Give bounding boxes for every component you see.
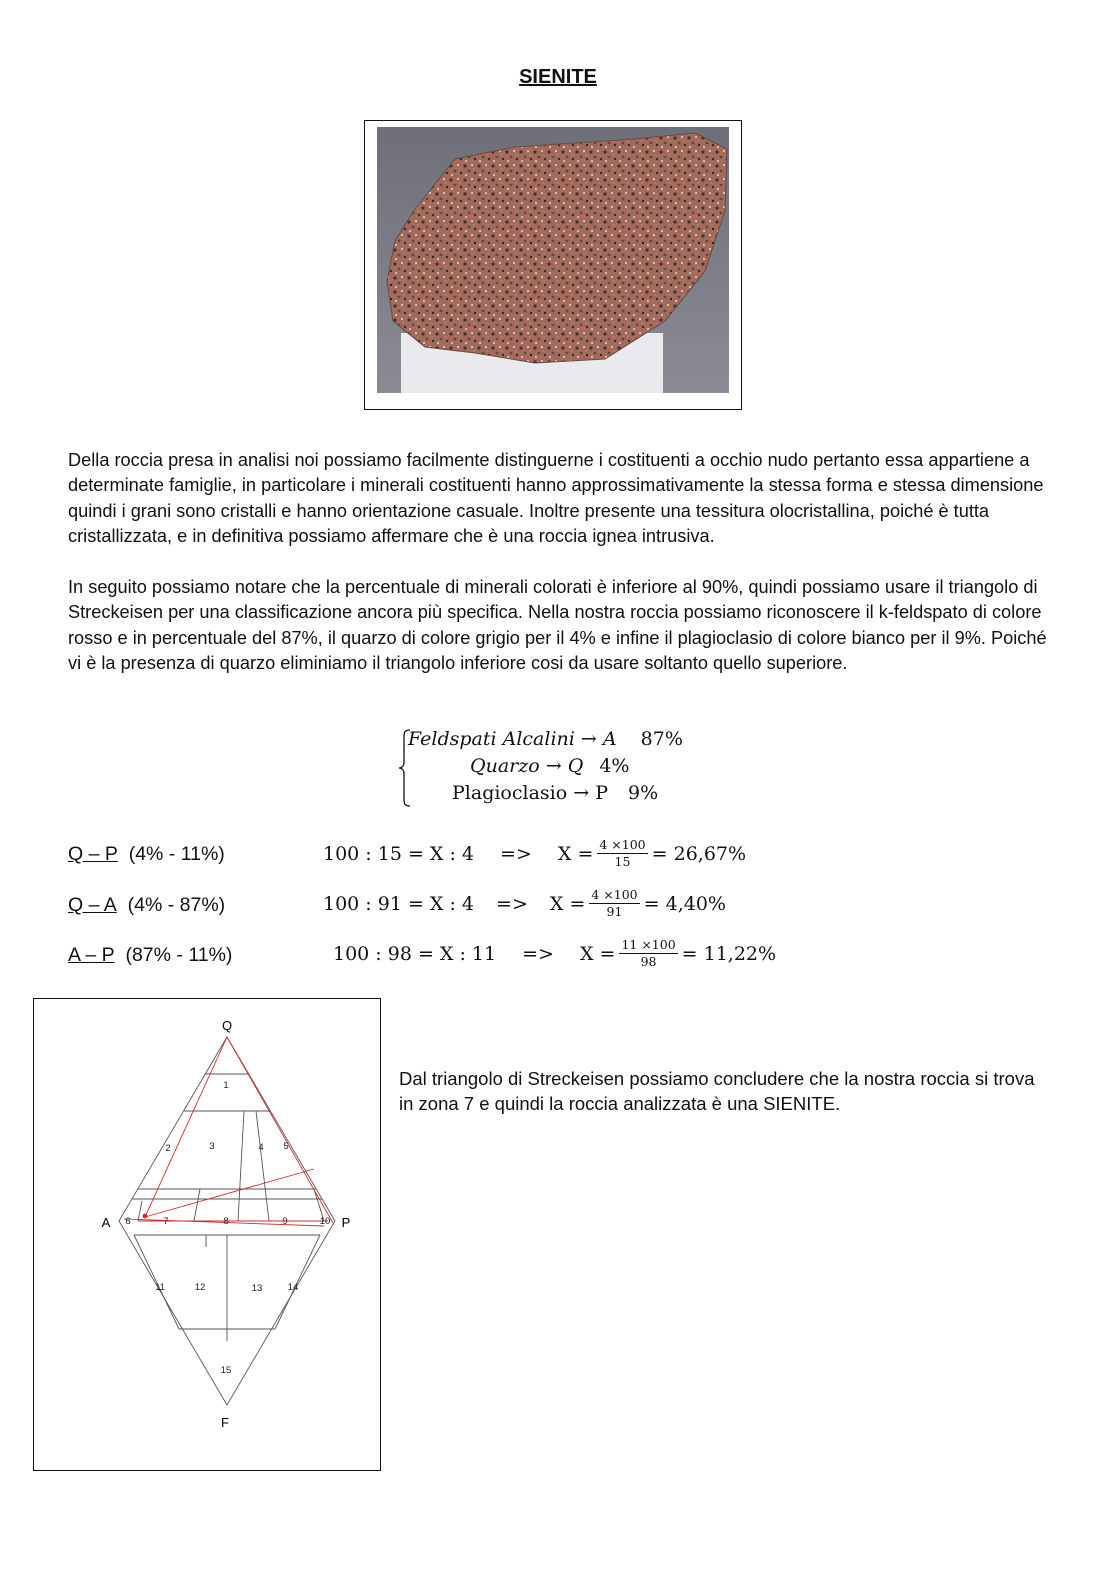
x-equals: X = <box>549 892 586 915</box>
zone-label: 8 <box>223 1216 229 1227</box>
zone-label: 9 <box>282 1216 288 1227</box>
calc-formula <box>323 838 746 869</box>
denominator: 98 <box>640 954 657 969</box>
classification-point <box>143 1214 148 1219</box>
zone-label: 5 <box>283 1141 289 1152</box>
calc-pair: Q – P <box>68 843 118 865</box>
zone-label: 13 <box>251 1283 263 1294</box>
mineral-symbol: P <box>595 782 608 804</box>
streckeisen-diagram-frame <box>33 998 381 1471</box>
composition-system <box>398 728 738 808</box>
zone-label: 10 <box>319 1216 331 1227</box>
vertex-label-q: Q <box>221 1018 233 1033</box>
mineral-symbol: A <box>602 728 617 750</box>
mineral-name: Feldspati Alcalini <box>408 728 575 750</box>
mineral-symbol: Q <box>567 755 584 777</box>
calc-range: (87% - 11%) <box>125 944 233 966</box>
mineral-name: Plagioclasio <box>452 782 568 804</box>
zone-label: 14 <box>287 1282 299 1293</box>
calc-label <box>68 944 232 967</box>
zone-label: 12 <box>194 1282 206 1293</box>
arrow: → <box>573 782 590 804</box>
zone-label: 6 <box>125 1216 131 1227</box>
calc-formula <box>323 888 726 919</box>
paragraph-description: Della roccia presa in analisi noi possiamo facilmente distinguerne i costituenti a occhio nudo pertanto essa appartiene a determinate famiglie, in particolare i minerali costituenti hanno approssimativamente la stessa forma e stessa dimensione quindi i grani sono cristalli e hanno orientazione casuale. Inoltre presente una tessitura olocristallina, poiché è tutta cristallizzata, e in definitiva possiamo affermare che è una roccia ignea intrusiva. <box>68 450 1044 546</box>
arrow: → <box>545 755 562 777</box>
photo-frame <box>364 120 742 410</box>
composition-row <box>470 755 629 777</box>
zone-label: 11 <box>155 1282 165 1293</box>
numerator: 4 ×100 <box>591 887 638 902</box>
paragraph-classification: In seguito possiamo notare che la percentuale di minerali colorati è inferiore al 90%, quindi possiamo usare il triangolo di Streckeisen per una classificazione ancora più specifica. Nella nostra roccia possiamo riconoscere il k-feldspato di colore rosso e in percentuale del 87%, il quarzo di colore grigio per il 4% e infine il plagioclasio di colore bianco per il 9%. Poiché vi è la presenza di quarzo eliminiamo il triangolo inferiore cosi da usare soltanto quello superiore. <box>68 577 1047 673</box>
composition-row <box>452 782 658 804</box>
composition-row <box>408 728 683 750</box>
proportion: 100 : 91 = X : 4 <box>323 892 475 915</box>
zone-label: 3 <box>209 1141 215 1152</box>
zone-label: 7 <box>163 1216 169 1227</box>
conclusion-text: Dal triangolo di Streckeisen possiamo concludere che la nostra roccia si trova in zona 7 e quindi la roccia analizzata è una SIENITE. <box>399 1068 1035 1114</box>
mineral-percentage: 9% <box>628 782 659 804</box>
calc-label <box>68 843 225 866</box>
calc-range: (4% - 87%) <box>127 894 226 916</box>
zone-label: 2 <box>165 1143 171 1154</box>
zone-label: 1 <box>223 1080 229 1091</box>
calc-pair: Q – A <box>68 894 117 916</box>
arrow: → <box>580 728 597 750</box>
denominator: 91 <box>606 904 623 919</box>
vertex-label-a: A <box>101 1215 111 1230</box>
fraction <box>589 888 639 919</box>
proportion: 100 : 98 = X : 11 <box>333 942 497 965</box>
vertex-label-p: P <box>341 1215 351 1230</box>
result: = 4,40% <box>643 892 726 915</box>
x-equals: X = <box>557 842 594 865</box>
qapf-diagram <box>34 999 379 1469</box>
implies: => <box>496 892 528 915</box>
construction-lines <box>124 1037 333 1226</box>
numerator: 11 ×100 <box>621 937 676 952</box>
proportion: 100 : 15 = X : 4 <box>323 842 475 865</box>
mineral-percentage: 87% <box>640 728 683 750</box>
implies: => <box>522 942 554 965</box>
result: = 11,22% <box>681 942 777 965</box>
calc-label <box>68 894 225 917</box>
vertex-label-f: F <box>221 1415 229 1430</box>
mineral-name: Quarzo <box>470 755 540 777</box>
implies: => <box>500 842 532 865</box>
numerator: 4 ×100 <box>599 837 646 852</box>
zone-label: 15 <box>220 1365 232 1376</box>
result: = 26,67% <box>651 842 747 865</box>
mineral-percentage: 4% <box>599 755 630 777</box>
fraction <box>619 938 677 969</box>
zone-label: 4 <box>258 1142 264 1153</box>
calc-pair: A – P <box>68 944 115 966</box>
fraction <box>597 838 647 869</box>
calc-formula <box>333 938 776 969</box>
calc-range: (4% - 11%) <box>128 843 225 865</box>
page-title: SIENITE <box>519 66 597 88</box>
rock-sample-photo <box>365 121 740 408</box>
denominator: 15 <box>614 854 631 869</box>
x-equals: X = <box>579 942 616 965</box>
